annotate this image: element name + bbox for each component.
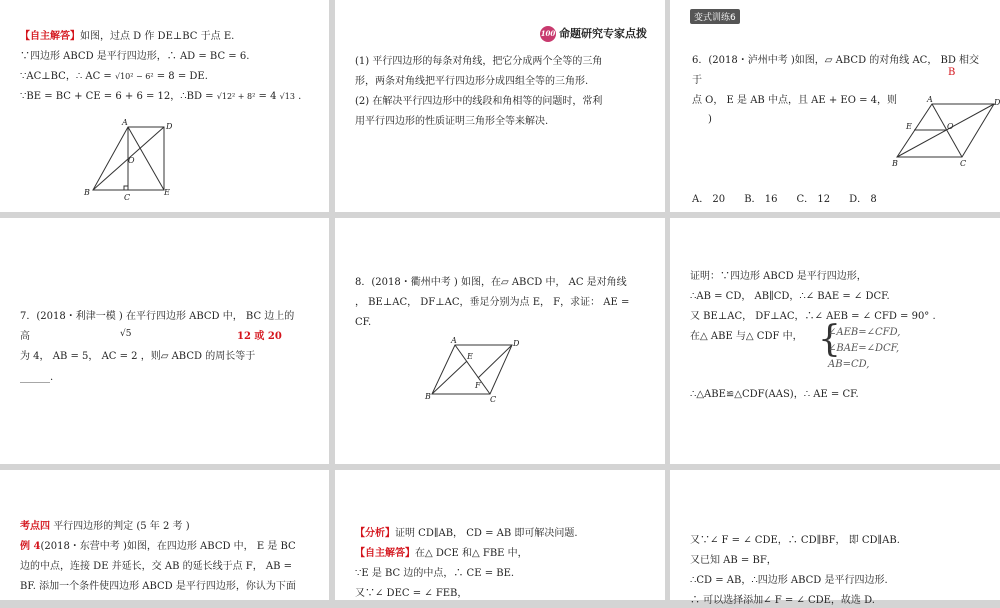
solution-line-3: ∵AC⊥BC，∴ AC = √10² − 6² = 8 = DE.: [20, 71, 208, 82]
proof-line-4: 在△ ABE 与△ CDF 中，: [690, 331, 803, 342]
condition-3: AB=CD,: [828, 359, 870, 370]
proof-line-1: 证明：∵四边形 ABCD 是平行四边形，: [690, 271, 867, 282]
question-6-line-1b: 于: [692, 75, 702, 86]
self-answer-line: 【自主解答】在△ DCE 和△ FBE 中，: [355, 548, 528, 559]
point-label-o: O: [128, 156, 135, 165]
point-label-e: E: [467, 352, 473, 361]
question-7-line-1: 7．(2018・利津一模 ) 在平行四边形 ABCD 中， BC 边上的: [20, 311, 295, 322]
question-7-line-3: 为 4， AB = 5， AC = 2 ，则▱ ABCD 的周长等于: [20, 351, 256, 362]
section-title: 考点四 平行四边形的判定 (5 年 2 考 ): [20, 521, 190, 532]
self-answer-tag: 【自主解答】: [20, 31, 80, 42]
variant-exercise-panel: [670, 0, 1000, 212]
point-label-a: A: [927, 95, 933, 104]
analysis-panel: [335, 470, 665, 600]
tip-line-3: (2) 在解决平行四边形中的线段和角相等的问题时，常利: [355, 96, 603, 107]
parallelogram-figure-1: [0, 0, 329, 212]
point-label-b: B: [425, 392, 431, 401]
point-label-b: B: [84, 188, 90, 197]
question-6-line-1: 6．(2018・泸州中考 )如图，▱ ABCD 的对角线 AC， BD 相交: [692, 55, 980, 66]
answer-blank: ______.: [20, 372, 54, 383]
proof-panel: [670, 218, 1000, 464]
solution-panel-1: [0, 0, 329, 212]
expert-tips-header: 命题研究专家点拨: [559, 27, 647, 40]
point-label-a: A: [122, 118, 128, 127]
analysis-line: 【分析】证明 CD∥AB， CD = AB 即可解决问题.: [355, 528, 578, 539]
point-label-e: E: [164, 188, 170, 197]
point-label-d: D: [166, 122, 173, 131]
proof-line-3: 又 BE⊥AC， DF⊥AC，∴∠ AEB = ∠ CFD = 90° .: [690, 311, 936, 322]
question-7-line-2: 高: [20, 331, 30, 342]
continuation-line-3: ∴CD = AB，∴四边形 ABCD 是平行四边形.: [690, 575, 888, 586]
question-8-line-1: 8．(2018・衢州中考 ) 如图，在▱ ABCD 中， AC 是对角线: [355, 277, 627, 288]
example-4-line-1: 例 4(2018・东营中考 )如图，在四边形 ABCD 中， E 是 BC: [20, 541, 296, 552]
point-label-b: B: [892, 159, 898, 168]
point-label-o: O: [947, 122, 954, 131]
proof-line-2: ∴AB = CD， AB∥CD，∴∠ BAE = ∠ DCF.: [690, 291, 890, 302]
answer-line-3: ∵E 是 BC 边的中点，∴ CE = BE.: [355, 568, 515, 579]
question-6-options: A． 20 B． 16 C． 12 D． 8: [692, 194, 877, 205]
question-8-line-2: ， BE⊥AC， DF⊥AC，垂足分别为点 E， F，求证： AE =: [355, 297, 630, 308]
answer-continuation-panel: [670, 470, 1000, 606]
sqrt-5: √5: [120, 329, 132, 339]
point-label-d: D: [994, 98, 1000, 107]
continuation-line-2: 又已知 AB = BF，: [690, 555, 777, 566]
solution-line-2: ∵四边形 ABCD 是平行四边形，∴ AD = BC = 6.: [20, 51, 250, 62]
parallelogram-figure-6: [670, 0, 1000, 212]
example-4-panel: [0, 470, 329, 600]
condition-brace: {: [818, 319, 841, 360]
continuation-line-4: ∴ 可以选择添加∠ F = ∠ CDE，故选 D.: [690, 595, 875, 606]
question-7-panel: [0, 218, 329, 464]
tip-line-4: 用平行四边形的性质证明三角形全等来解决.: [355, 116, 549, 127]
point-label-c: C: [124, 193, 131, 202]
question-8-panel: [335, 218, 665, 464]
answer-text: 12 或 20: [237, 331, 282, 342]
example-4-line-3: BF. 添加一个条件使四边形 ABCD 是平行四边形，你认为下面: [20, 581, 296, 592]
point-label-c: C: [960, 159, 967, 168]
proof-conclusion: ∴△ABE≌△CDF(AAS)，∴ AE = CF.: [690, 389, 859, 400]
tip-line-2: 形，两条对角线把平行四边形分成四组全等的三角形.: [355, 76, 589, 87]
example-4-line-2: 边的中点，连接 DE 并延长，交 AB 的延长线于点 F， AB =: [20, 561, 293, 572]
question-8-line-3: CF.: [355, 317, 372, 328]
answer-mark: B: [948, 67, 956, 78]
solution-line-4: ∵BE = BC + CE = 6 + 6 = 12，∴BD = √12² + 8² = 4 √13 .: [20, 91, 302, 102]
point-label-a: A: [451, 336, 457, 345]
solution-line-1: 【自主解答】如图，过点 D 作 DE⊥BC 于点 E.: [20, 31, 235, 42]
condition-1: ∠AEB=∠CFD,: [828, 327, 901, 338]
point-label-f: F: [475, 381, 481, 390]
point-label-e: E: [906, 122, 912, 131]
continuation-line-1: 又∵∠ F = ∠ CDE，∴ CD∥BF， 即 CD∥AB.: [690, 535, 900, 546]
question-6-line-2: 点 O， E 是 AB 中点，且 AE + EO = 4，则: [692, 95, 897, 106]
tip-line-1: (1) 平行四边形的每条对角线，把它分成两个全等的三角: [355, 56, 603, 67]
point-label-c: C: [490, 395, 497, 404]
question-6-line-3: ): [708, 114, 712, 125]
point-label-d: D: [513, 339, 520, 348]
condition-2: ∠BAE=∠DCF,: [828, 343, 900, 354]
variant-training-tag: 变式训练6: [690, 9, 740, 24]
score-100-icon: 100: [540, 26, 556, 42]
parallelogram-figure-8: [335, 218, 665, 464]
expert-tips-panel: [335, 0, 665, 212]
answer-line-4: 又∵∠ DEC = ∠ FEB，: [355, 588, 468, 599]
